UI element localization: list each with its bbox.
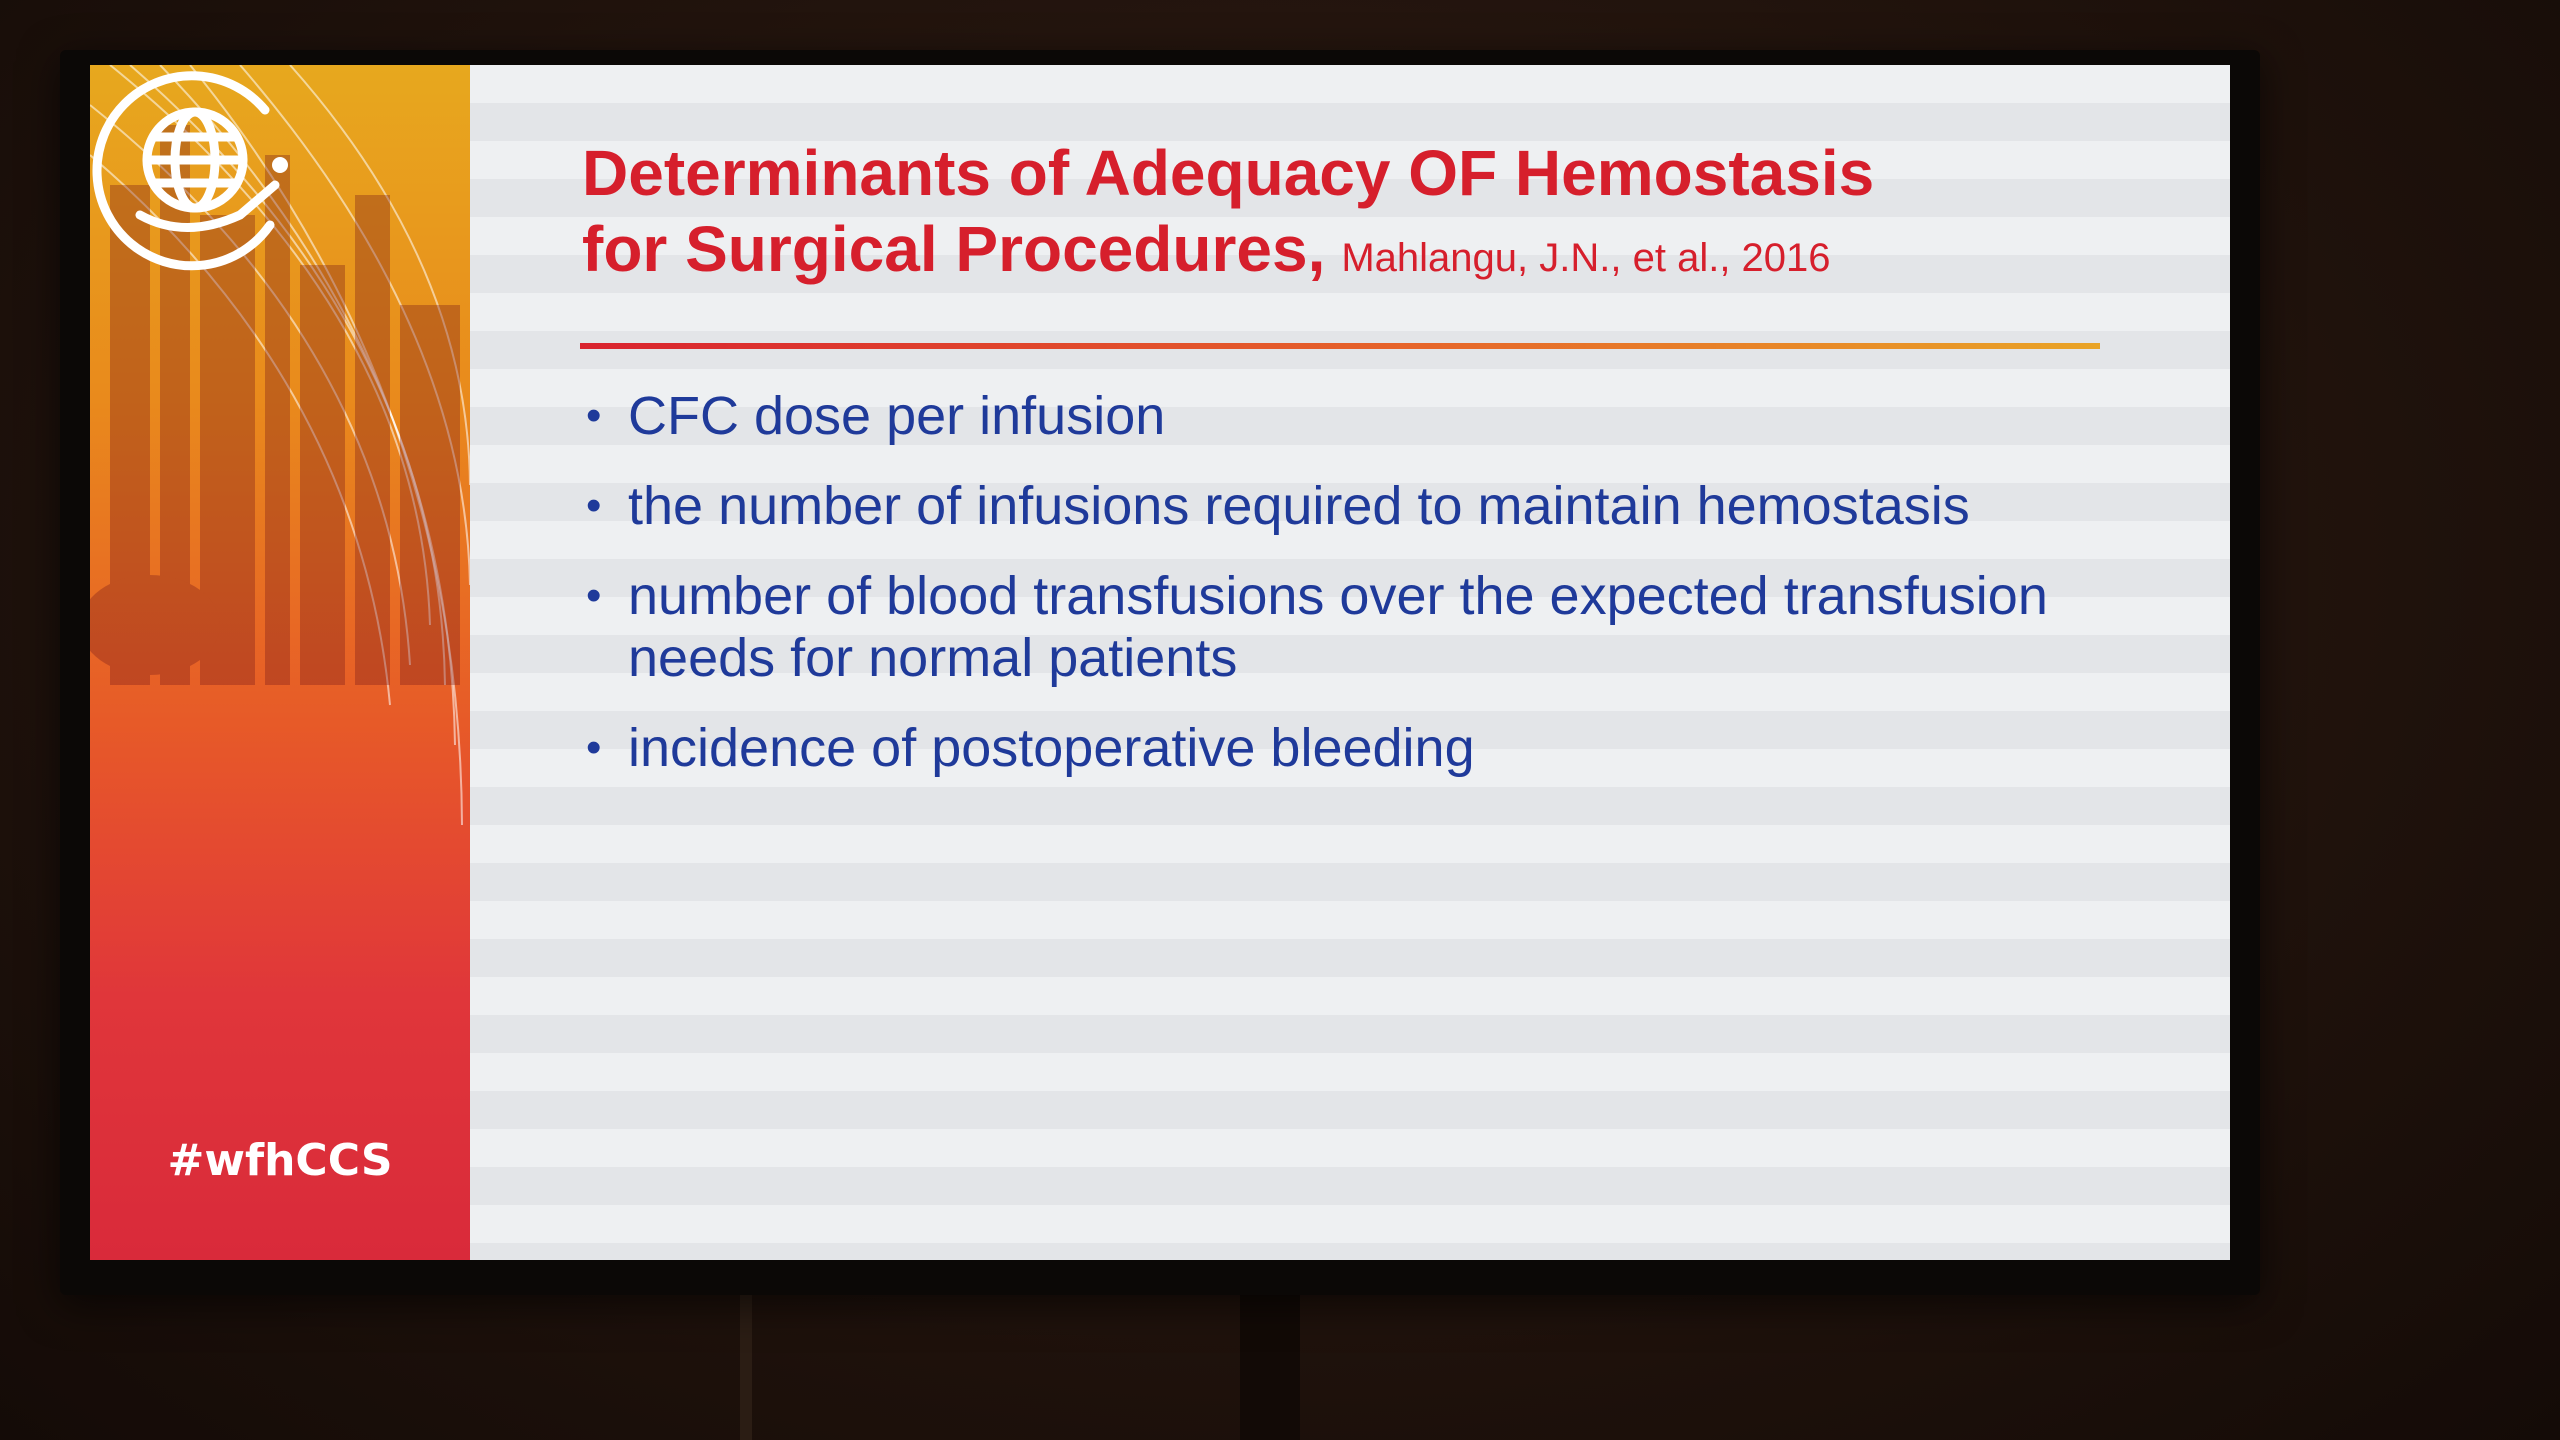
monitor-stand-post bbox=[740, 1290, 752, 1440]
title-line-2: for Surgical Procedures, bbox=[582, 213, 1326, 285]
globe-hand-icon bbox=[90, 65, 300, 275]
slide-sidebar-banner bbox=[90, 65, 470, 1260]
title-divider-rule bbox=[580, 343, 2100, 349]
bullet-list bbox=[580, 385, 2140, 807]
monitor-bezel bbox=[60, 50, 2260, 1295]
bullet-item: • number of blood transfusions over the expected transfusion needs for normal patients bbox=[580, 565, 2140, 689]
event-hashtag: #wfhCCS bbox=[167, 1135, 393, 1186]
bullet-item: • incidence of postoperative bleeding bbox=[580, 717, 2140, 779]
title-line-1: Determinants of Adequacy OF Hemostasis bbox=[582, 137, 1875, 209]
monitor-stand-block bbox=[1240, 1290, 1300, 1440]
bullet-item: • CFC dose per infusion bbox=[580, 385, 2140, 447]
title-line-2-wrapper bbox=[582, 211, 2142, 296]
citation: Mahlangu, J.N., et al., 2016 bbox=[1341, 236, 1831, 280]
bullet-item: • the number of infusions required to maintain hemostasis bbox=[580, 475, 2140, 537]
slide-content-area bbox=[470, 65, 2230, 1260]
presentation-slide bbox=[90, 65, 2230, 1260]
slide-title bbox=[582, 135, 2142, 296]
